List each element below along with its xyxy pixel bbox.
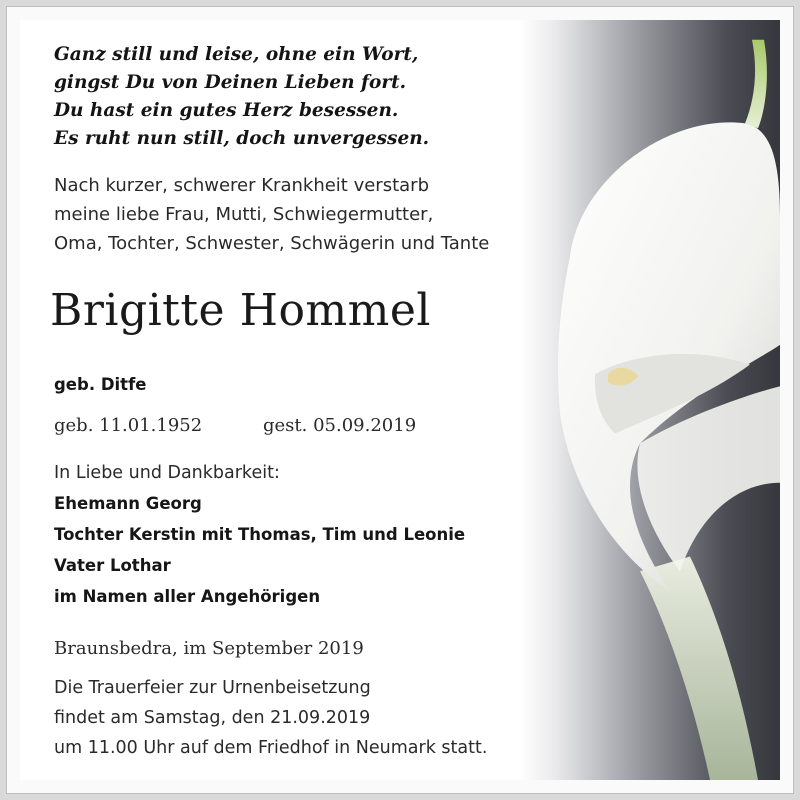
deceased-name: Brigitte Hommel [50,285,431,336]
notice-content [20,20,780,780]
poem-line: Du hast ein gutes Herz besessen. [54,100,399,121]
funeral-line: Die Trauerfeier zur Urnenbeisetzung [54,678,371,698]
mourner-line: im Namen aller Angehörigen [54,587,321,606]
place-date: Braunsbedra, im September 2019 [54,638,364,659]
mourner-line: Tochter Kerstin mit Thomas, Tim und Leonie [54,525,466,544]
mourner-line: Ehemann Georg [54,494,202,513]
funeral-line: findet am Samstag, den 21.09.2019 [54,708,371,728]
poem-line: Es ruht nun still, doch unvergessen. [54,128,430,149]
birth-date: geb. 11.01.1952 [54,415,203,436]
poem-line: gingst Du von Deinen Lieben fort. [54,72,407,93]
mourner-line: Vater Lothar [54,556,171,575]
notice-text [20,20,780,780]
intro-line: Nach kurzer, schwerer Krankheit verstarb [54,175,429,196]
intro-line: meine liebe Frau, Mutti, Schwiegermutter, [54,204,434,225]
funeral-line: um 11.00 Uhr auf dem Friedhof in Neumark statt. [54,738,488,758]
intro-line: Oma, Tochter, Schwester, Schwägerin und Tante [54,233,490,254]
mourners-intro: In Liebe und Dankbarkeit: [54,463,280,483]
maiden-name: geb. Ditfe [54,375,147,394]
death-date: gest. 05.09.2019 [263,415,417,436]
poem-line: Ganz still und leise, ohne ein Wort, [54,44,419,65]
